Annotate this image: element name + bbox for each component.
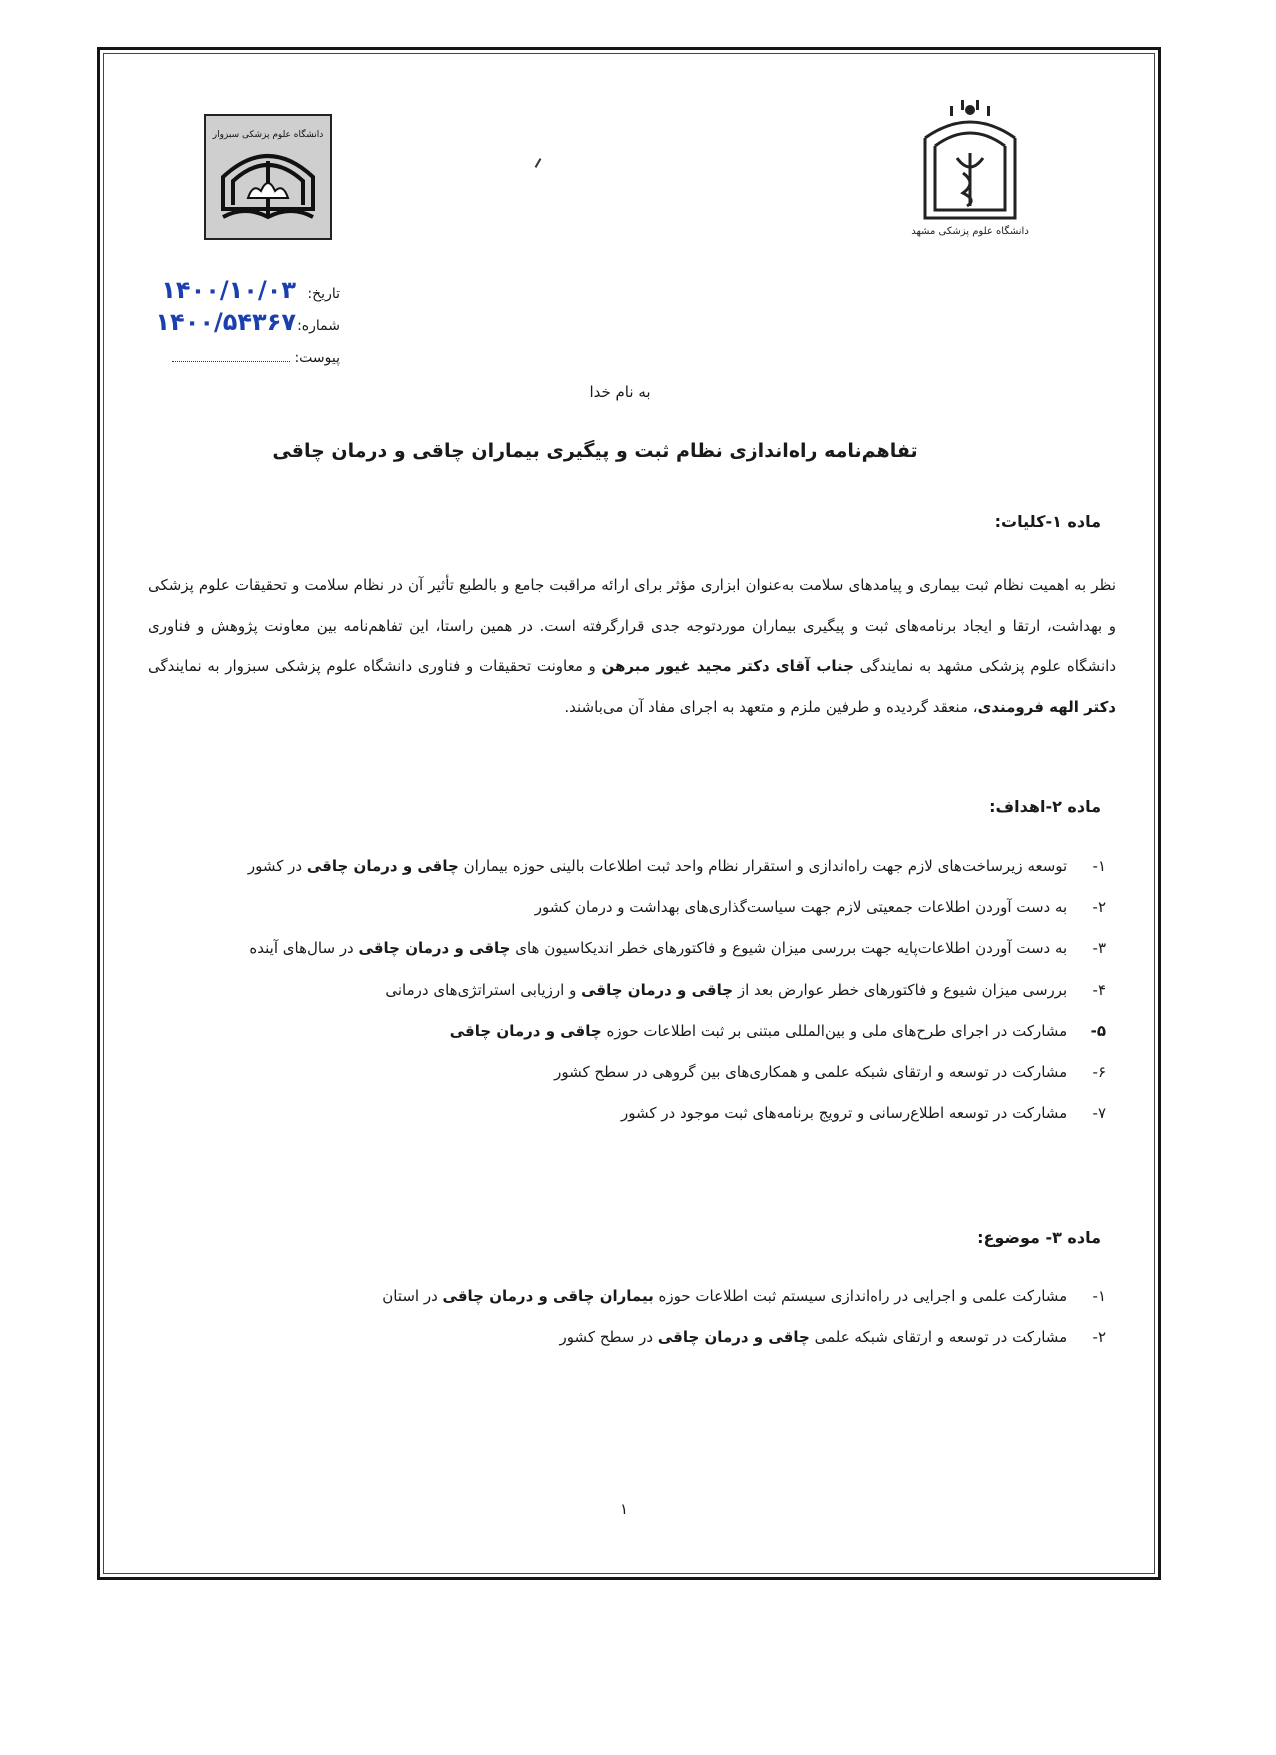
article-1-heading: ماده ۱-کلیات: xyxy=(994,512,1101,531)
article-1-text-2: و معاونت تحقیقات و فناوری دانشگاه علوم پزشکی سبزوار به نمایندگی xyxy=(148,657,596,675)
document-title: تفاهم‌نامه راه‌اندازی نظام ثبت و پیگیری بیماران چاقی و درمان چاقی xyxy=(272,440,918,462)
sabzevar-university-logo xyxy=(203,113,333,241)
attachment-dots xyxy=(172,361,290,362)
article-1-text-3: ، منعقد گردیده و طرفین ملزم و متعهد به اجرای مفاد آن می‌باشند. xyxy=(564,697,978,716)
number-handwritten: ۱۴۰۰/۵۴۳۶۷ xyxy=(155,308,296,336)
list-item: ۵- مشارکت در اجرای طرح‌های ملی و بین‌المللی مبتنی بر ثبت اطلاعات حوزه چاقی و درمان چاقی xyxy=(449,1022,1106,1040)
date-handwritten: ۱۴۰۰/۱۰/۰۳ xyxy=(161,276,296,304)
list-item: ۱- توسعه زیرساخت‌های لازم جهت راه‌اندازی و استقرار نظام واحد ثبت اطلاعات بالینی حوزه بیماران چاقی و درمان چاقی در کشور xyxy=(247,857,1106,875)
article-3-heading: ماده ۳- موضوع: xyxy=(977,1228,1101,1247)
list-item: ۲- به دست آوردن اطلاعات جمعیتی لازم جهت سیاست‌گذاری‌های بهداشت و درمان کشور xyxy=(534,898,1106,916)
article-1-bold-1: جناب آقای دکتر مجید غیور مبرهن xyxy=(601,657,854,675)
mashhad-logo-text: دانشگاه علوم پزشکی مشهد xyxy=(911,226,1029,237)
list-item: ۳- به دست آوردن اطلاعات‌پایه جهت بررسی میزان شیوع و فاکتورهای خطر اندیکاسیون های چاقی و درمان چاقی در سال‌های آینده xyxy=(249,939,1106,957)
page-number: ۱ xyxy=(620,1500,629,1518)
article-1-bold-2: دکتر الهه فرومندی xyxy=(977,697,1116,716)
list-item: ۲- مشارکت در توسعه و ارتقای شبکه علمی چاقی و درمان چاقی در سطح کشور xyxy=(559,1328,1106,1346)
number-label: شماره: xyxy=(297,318,340,334)
list-item: ۷- مشارکت در توسعه اطلاع‌رسانی و ترویج برنامه‌های ثبت موجود در کشور xyxy=(621,1104,1106,1122)
basmala: به نام خدا xyxy=(589,383,651,401)
article-2-heading: ماده ۲-اهداف: xyxy=(989,797,1101,816)
date-label: تاریخ: xyxy=(307,286,340,302)
date-row xyxy=(160,276,340,304)
attachment-row xyxy=(160,350,340,366)
article-1-paragraph xyxy=(148,565,1116,727)
attachment-label: پیوست: xyxy=(294,350,340,366)
sabzevar-logo-text: دانشگاه علوم پزشکی سبزوار xyxy=(212,130,324,140)
list-item: ۴- بررسی میزان شیوع و فاکتورهای خطر عوارض بعد از چاقی و درمان چاقی و ارزیابی استراتژی‌های درمانی xyxy=(385,981,1106,999)
number-row xyxy=(155,308,340,336)
list-item: ۱- مشارکت علمی و اجرایی در راه‌اندازی سیستم ثبت اطلاعات حوزه بیماران چاقی و درمان چاقی در استان xyxy=(382,1287,1106,1305)
article-1-text-1: نظر به اهمیت نظام ثبت بیماری و پیامدهای سلامت به‌عنوان ابزاری مؤثر برای ارائه مراقبت جامع و بالطبع تأثیر آن در نظام سلامت و تحقیقات علوم پزشکی و بهداشت، ارتقا و ایجاد برنامه‌های ثبت و پیگیری بیماران موردتوجه جدی قرارگرفته است. در همین راستا، این تفاهم‌نامه بین معاونت پژوهش و فناوری دانشگاه علوم پزشکی مشهد به نمایندگی xyxy=(148,576,1116,675)
list-item: ۶- مشارکت در توسعه و ارتقای شبکه علمی و همکاری‌های بین گروهی در سطح کشور xyxy=(554,1063,1106,1081)
mashhad-university-logo xyxy=(905,98,1035,238)
